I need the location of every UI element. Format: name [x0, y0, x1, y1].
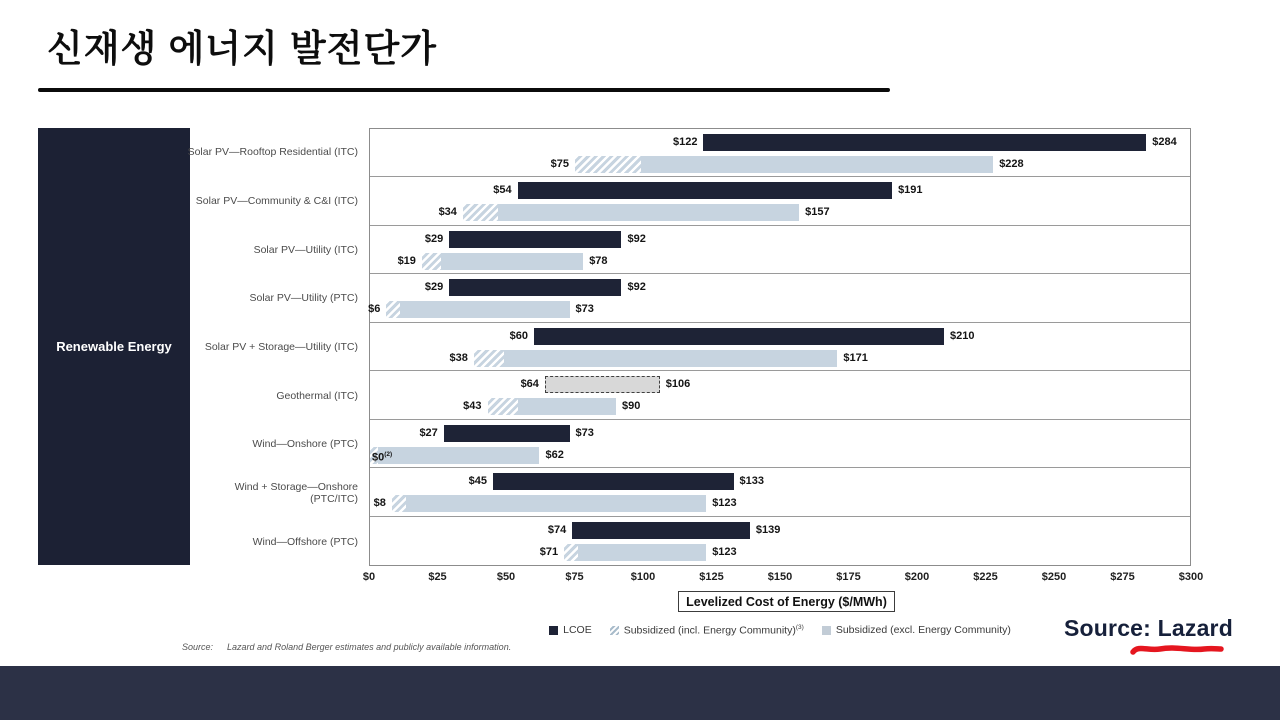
- bar-value-label: $27: [419, 426, 438, 439]
- x-tick-label: $175: [836, 571, 861, 583]
- bottom-band: [0, 666, 1280, 720]
- x-tick-label: $100: [630, 571, 656, 583]
- lcoe-swatch-icon: [549, 626, 558, 635]
- lcoe-bar: [534, 328, 944, 345]
- bar-value-label: $29: [424, 281, 444, 294]
- lcoe-bar: [572, 522, 750, 539]
- lcoe-bar: [449, 231, 621, 248]
- bar-value-label: $73: [575, 303, 594, 316]
- subsidized-bar-hatched-segment: [463, 204, 499, 221]
- bar-value-label: $0$^{(2)}$: [372, 450, 393, 464]
- legend-label: LCOE: [563, 624, 592, 636]
- hatched-swatch-icon: [610, 626, 619, 635]
- chart-row: [370, 420, 1190, 468]
- subsidized-bar-hatched-segment: [392, 495, 406, 512]
- subsidized-bar-hatched-segment: [474, 350, 504, 367]
- x-tick-label: $275: [1110, 571, 1135, 583]
- subsidized-bar: [504, 350, 837, 367]
- bar-value-label: $43: [463, 400, 482, 413]
- category-label: Wind—Onshore (PTC): [252, 438, 358, 451]
- chart-row: [370, 371, 1190, 419]
- bar-value-label: $123: [712, 545, 737, 558]
- chart-plot-area: [369, 128, 1191, 566]
- category-label: Wind + Storage—Onshore (PTC/ITC): [234, 480, 358, 505]
- x-tick-label: $0: [362, 571, 376, 583]
- subsidized-bar: [518, 398, 616, 415]
- bar-value-label: $73: [575, 426, 594, 439]
- bar-value-label: $6: [368, 303, 381, 316]
- x-tick-label: $300: [1178, 571, 1204, 583]
- value-footnote-sup: (2): [384, 450, 393, 458]
- chart-row: [370, 468, 1190, 516]
- x-tick-label: $200: [904, 571, 930, 583]
- chart-legend: [430, 622, 1130, 638]
- light-swatch-icon: [822, 626, 831, 635]
- bar-value-label: $92: [627, 232, 646, 245]
- chart-row: [370, 323, 1190, 371]
- bar-value-label: $62: [545, 448, 564, 461]
- subsidized-bar: [406, 495, 707, 512]
- x-tick-label: $150: [767, 571, 793, 583]
- bar-value-label: $133: [739, 475, 765, 488]
- bar-value-label: $171: [843, 351, 868, 364]
- x-tick-label: $225: [973, 571, 998, 583]
- legend-item-subsidized-incl: [610, 624, 804, 637]
- bar-value-label: $92: [627, 281, 646, 294]
- bar-value-label: $64: [520, 378, 539, 391]
- category-label: Solar PV—Community & C&I (ITC): [195, 194, 358, 207]
- title-underline: [38, 88, 890, 92]
- x-tick-label: $250: [1041, 571, 1067, 583]
- lcoe-bar-dashed: [545, 376, 660, 393]
- lcoe-bar: [703, 134, 1146, 151]
- red-marker-underline: [1128, 642, 1226, 658]
- bar-value-label: $71: [539, 545, 559, 558]
- bar-value-label: $54: [493, 184, 512, 197]
- bar-value-label: $19: [397, 254, 416, 267]
- bar-value-label: $122: [672, 136, 698, 148]
- category-label: Solar PV—Utility (PTC): [249, 292, 358, 305]
- bar-value-label: $8: [373, 497, 386, 510]
- bar-value-label: $38: [449, 351, 468, 364]
- legend-footnote-sup: (3): [795, 623, 804, 631]
- bar-value-label: $228: [999, 158, 1024, 170]
- group-label-box: [38, 128, 190, 565]
- subsidized-bar-hatched-segment: [386, 301, 400, 318]
- bar-value-label: $123: [712, 497, 737, 510]
- chart-rows: [370, 129, 1190, 565]
- category-label-column: [186, 128, 362, 566]
- page-title: 신재생 에너지 발전단가: [47, 28, 437, 69]
- x-axis: [362, 571, 1204, 587]
- source-footnote-label: Source:: [182, 642, 214, 652]
- bar-value-label: $90: [622, 400, 641, 413]
- bar-value-label: $106: [665, 378, 691, 391]
- bar-value-label: $34: [438, 206, 457, 219]
- chart-row: [370, 274, 1190, 322]
- bar-value-label: $78: [589, 254, 608, 267]
- chart-row: [370, 517, 1190, 565]
- legend-label: Subsidized (excl. Energy Community): [835, 624, 1011, 636]
- bar-value-label: $29: [424, 232, 444, 245]
- x-tick-label: $50: [496, 571, 516, 583]
- subsidized-bar-hatched-segment: [564, 544, 578, 561]
- legend-label: Subsidized (incl. Energy Community)$^{(3)}$: [623, 623, 804, 637]
- subsidized-bar-hatched-segment: [488, 398, 518, 415]
- group-label: Renewable Energy: [56, 339, 172, 354]
- subsidized-bar: [378, 447, 539, 464]
- legend-item-lcoe: [549, 624, 592, 636]
- x-tick-label: $125: [699, 571, 724, 583]
- source-lazard-annotation: Source: Lazard: [1064, 615, 1233, 641]
- chart-row: [370, 226, 1190, 274]
- bar-value-label: $210: [950, 329, 975, 342]
- category-label: Wind—Offshore (PTC): [252, 535, 358, 548]
- subsidized-bar: [498, 204, 799, 221]
- subsidized-bar-hatched-segment: [422, 253, 441, 270]
- bar-value-label: $60: [509, 329, 528, 342]
- lcoe-bar: [493, 473, 734, 490]
- source-footnote-text: Lazard and Roland Berger estimates and publicly available information.: [227, 642, 512, 652]
- chart-row: [370, 129, 1190, 177]
- subsidized-bar: [641, 156, 994, 173]
- subsidized-bar: [578, 544, 706, 561]
- category-label: Solar PV—Utility (ITC): [253, 243, 358, 256]
- bar-value-label: $74: [547, 523, 567, 536]
- bar-value-label: $45: [468, 475, 487, 488]
- bar-value-label: $284: [1152, 136, 1177, 148]
- bar-value-label: $157: [805, 206, 830, 219]
- bar-value-label: $139: [755, 523, 781, 536]
- chart-row: [370, 177, 1190, 225]
- bar-value-label: $191: [898, 184, 923, 197]
- x-tick-label: $75: [565, 571, 584, 583]
- subsidized-bar-hatched-segment: [575, 156, 641, 173]
- lcoe-bar: [449, 279, 621, 296]
- lcoe-bar: [518, 182, 892, 199]
- subsidized-bar: [441, 253, 583, 270]
- subsidized-bar: [400, 301, 569, 318]
- axis-title-box: Levelized Cost of Energy ($/MWh): [678, 591, 895, 612]
- category-label: Solar PV + Storage—Utility (ITC): [204, 340, 358, 353]
- category-label: Geothermal (ITC): [276, 389, 358, 402]
- x-tick-label: $25: [428, 571, 447, 583]
- legend-item-subsidized-excl: [822, 624, 1011, 636]
- lcoe-bar: [444, 425, 570, 442]
- category-label: Solar PV—Rooftop Residential (ITC): [187, 146, 358, 159]
- source-footnote: [182, 642, 511, 652]
- bar-value-label: $75: [550, 158, 569, 170]
